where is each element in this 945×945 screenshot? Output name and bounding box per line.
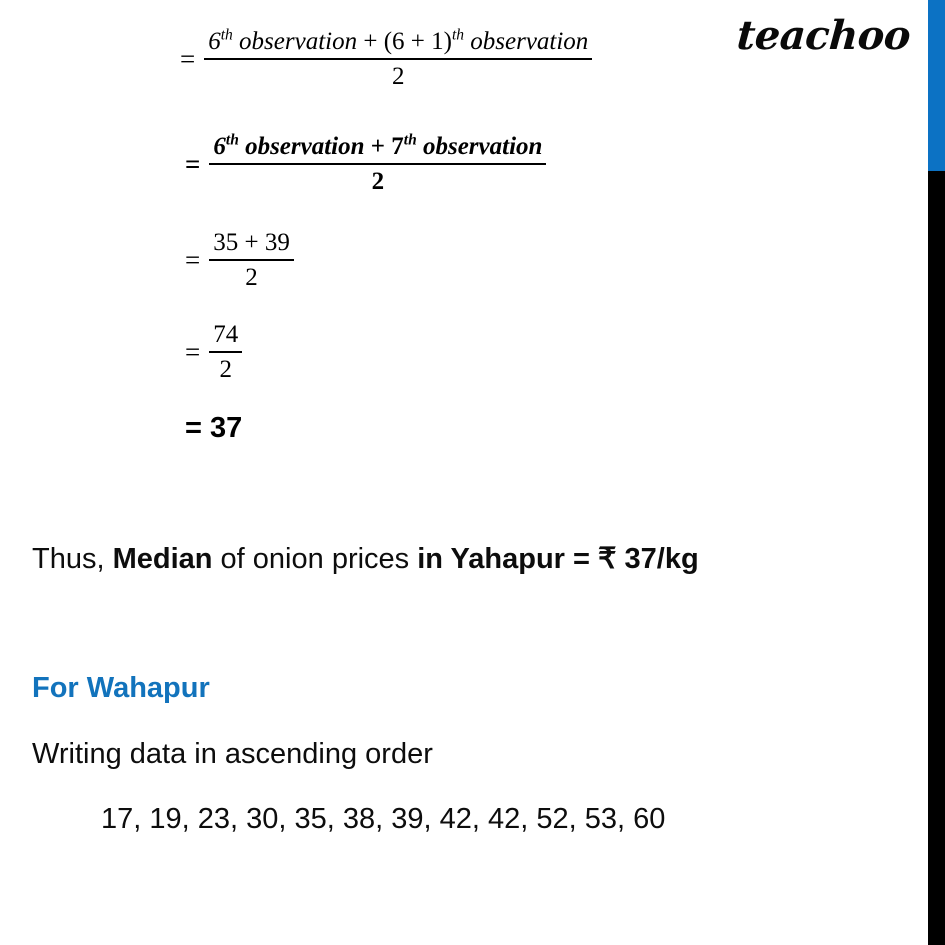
equation-line-2 xyxy=(185,133,546,196)
fraction-2 xyxy=(209,133,546,196)
term1-ordinal: th xyxy=(225,131,239,149)
equation-line-1 xyxy=(180,28,592,91)
equation-line-3 xyxy=(185,229,294,292)
equals-sign: = xyxy=(180,44,196,74)
plus-sign: + xyxy=(370,133,386,160)
fraction-1-numerator xyxy=(204,28,592,58)
fraction-3 xyxy=(209,229,294,292)
median-result-yahapur: = 37 xyxy=(185,412,243,444)
term1-word: observation xyxy=(245,133,365,160)
conclusion-prefix: Thus, xyxy=(32,543,113,575)
fraction-4-numerator: 74 xyxy=(213,321,239,348)
fraction-3-denominator: 2 xyxy=(209,259,294,292)
conclusion-bold-median: Median xyxy=(112,543,213,575)
term2-ordinal: th xyxy=(403,131,417,149)
fraction-2-denominator: 2 xyxy=(209,163,546,196)
conclusion-bold-result: in Yahapur = ₹ 37/kg xyxy=(417,543,699,575)
right-edge-decoration xyxy=(928,0,945,945)
fraction-4 xyxy=(209,321,242,384)
conclusion-sentence xyxy=(32,541,699,576)
fraction-1 xyxy=(204,28,592,91)
term1-base: 6 xyxy=(208,28,221,55)
equals-sign: = xyxy=(185,245,201,275)
equals-sign: = xyxy=(185,149,201,179)
fraction-3-numerator: 35 + 39 xyxy=(213,229,290,256)
term2-word: observation xyxy=(422,133,543,160)
conclusion-middle: of onion prices xyxy=(212,543,418,575)
term2-ordinal: th xyxy=(451,26,465,44)
term2-word: observation xyxy=(470,28,589,55)
black-edge-bar xyxy=(928,171,945,945)
equals-sign: = xyxy=(185,337,201,367)
data-values-wahapur: 17, 19, 23, 30, 35, 38, 39, 42, 42, 52, 53, 60 xyxy=(101,803,666,835)
fraction-4-denominator: 2 xyxy=(209,351,242,384)
fraction-1-denominator: 2 xyxy=(204,58,592,91)
blue-edge-bar xyxy=(928,0,945,171)
plus-sign: + xyxy=(363,28,378,55)
instruction-ascending-order: Writing data in ascending order xyxy=(32,738,433,770)
term2-base: 7 xyxy=(391,133,404,160)
teachoo-logo: teachoo xyxy=(735,12,912,59)
term1-word: observation xyxy=(239,28,358,55)
term2-base: (6 + 1) xyxy=(383,28,452,55)
equation-line-4 xyxy=(185,321,242,384)
section-heading-for-wahapur: For Wahapur xyxy=(32,672,210,704)
term1-base: 6 xyxy=(213,133,226,160)
fraction-2-numerator xyxy=(209,133,546,163)
term1-ordinal: th xyxy=(220,26,233,44)
